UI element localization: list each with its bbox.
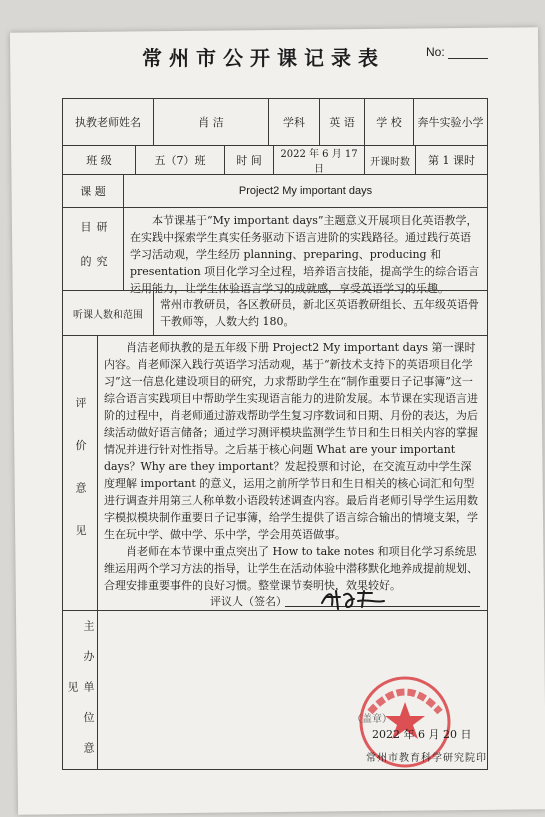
seal-label: （盖章） (352, 714, 392, 725)
audience-label: 听课人数和范围 (62, 290, 154, 336)
review-label: 评 价 意 见 (74, 396, 87, 550)
class-label: 班 级 (62, 145, 136, 175)
teacher-value: 肖 洁 (153, 98, 269, 146)
host-organization: 常州市教育科学研究院印 (366, 753, 487, 764)
serial-number-label: No: (426, 45, 445, 59)
topic-label: 课 题 (62, 174, 124, 208)
time-value: 2022 年 6 月 17 日 (273, 145, 365, 175)
school-label: 学 校 (364, 98, 414, 146)
review-paragraph-2: 肖老师在本节课中重点突出了 How to take notes 和项目化学习系统思维运用两个学习方法的指导，让学生在活动体验中潜移默化地养成提前规划、合理安排重要事件的良好习惯。整堂课节奏明快，效果较好。 (104, 545, 478, 592)
subject-value: 英 语 (319, 98, 365, 146)
host-label: 主 办 单 位 意 见 (66, 619, 95, 761)
host-label-cell (62, 610, 98, 770)
school-value: 奔牛实验小学 (413, 98, 488, 146)
serial-number-line (448, 58, 488, 59)
audience-text: 常州市教研员，各区教研员，新北区英语教研组长、五年级英语骨干教师等，人数大约 180。 (160, 298, 479, 328)
hours-value: 第 1 课时 (415, 145, 488, 175)
review-text-cell (97, 335, 488, 611)
purpose-label: 研 究 目 的 (79, 221, 108, 277)
purpose-text-cell (123, 207, 488, 295)
review-paragraph-1: 肖洁老师执教的是五年级下册 Project2 My important days 第一课时内容。肖老师深入践行英语学习活动观，基于“新技术支持下的英语项目化学习”这一信息化建设项目的研究，力求帮助学生在“制作重要日子记事簿”这一综合语言实践项目中帮助学生实现语言能力的进阶发展。本节课在实现语言进阶的过程中，肖老师通过游戏帮助学生复习序数词和日期、月份的表达，为后续活动做好语言储备；通过学习测评模块监测学生节日和生日相关内容的掌握情况并进行针对性指导。之后基于核心问题 What are your important days？Why are they important？发起投票和讨论，在交流互动中学生深度理解 important 的意义，运用之前所学节日和生日相关的核心词汇和句型进行调查并用第三人称单数小语段转述调查内容。最后肖老师引导学生运用数字模拟模块制作重要日子记事簿，给学生提供了语言综合输出的情境支架，学生在玩中学、做中学、乐中学，学会用英语做事。 (104, 341, 478, 541)
form-title: 常州市公开课记录表 (142, 46, 385, 70)
subject-label: 学科 (268, 98, 320, 146)
purpose-text: 本节课基于“My important days”主题意义开展项目化英语教学，在实践中探索学生真实任务驱动下语言进阶的实践路径。通过践行英语学习活动观，学生经历 planning、preparing、producing 和 presentation 项目化学习全过程，培养语言技能，提高学生的综合语言运用能力，让学生体验语言学习的成就感，享受英语学习的乐趣。 (130, 214, 480, 295)
teacher-label: 执教老师姓名 (62, 98, 154, 146)
purpose-label-cell (62, 207, 124, 291)
class-value: 五（7）班 (135, 145, 225, 175)
handwritten-signature (318, 585, 388, 613)
hours-label: 开课时数 (364, 145, 416, 175)
time-label: 时 间 (224, 145, 274, 175)
host-date: 2022 年 6 月 20 日 (372, 728, 472, 741)
reviewer-label: 评议人（签名） (210, 595, 287, 608)
topic-value: Project2 My important days (123, 174, 488, 208)
review-label-cell (62, 335, 98, 611)
audience-text-cell (153, 290, 488, 336)
